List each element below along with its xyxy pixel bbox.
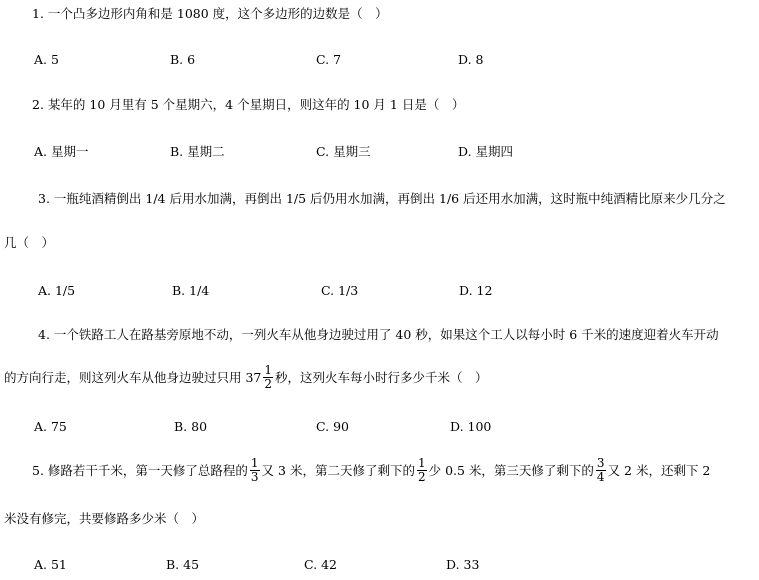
fraction-denominator: 2	[417, 470, 426, 484]
question-3-stem-line-1: 3. 一瓶纯酒精倒出 1/4 后用水加满，再倒出 1/5 后仍用水加满，再倒出 1/6 后还用水加满，这时瓶中纯酒精比原来少几分之	[38, 191, 726, 206]
question-5-option-c: C. 42	[304, 557, 337, 572]
question-5-option-b: B. 45	[166, 557, 200, 572]
question-5-stem-part-4: 又 2 米，还剩下 2	[607, 463, 711, 478]
fraction-numerator: 1	[417, 456, 426, 470]
question-1-option-d: D. 8	[458, 52, 484, 67]
question-5-fraction-3	[596, 457, 606, 484]
question-4-option-b: B. 80	[174, 419, 208, 434]
question-2-stem: 2. 某年的 10 月里有 5 个星期六，4 个星期日，则这年的 10 月 1 日是（ ）	[32, 97, 465, 112]
question-5-fraction-2	[417, 457, 427, 484]
question-5-option-d: D. 33	[446, 557, 480, 572]
question-2-option-c: C. 星期三	[316, 144, 371, 159]
question-4-option-a: A. 75	[34, 419, 67, 434]
question-2-option-d: D. 星期四	[458, 144, 514, 159]
question-5-fraction-1	[250, 457, 260, 484]
question-4-option-c: C. 90	[316, 419, 349, 434]
question-4-stem-line-1: 4. 一个铁路工人在路基旁原地不动，一列火车从他身边驶过用了 40 秒，如果这个工人以每小时 6 千米的速度迎着火车开动	[38, 327, 719, 342]
fraction-numerator: 1	[250, 456, 259, 470]
question-4-stem-text-before: 的方向行走，则这列火车从他身边驶过只用 37	[4, 370, 262, 385]
question-4-fraction	[263, 364, 273, 391]
question-5-stem-line-1	[32, 457, 710, 485]
fraction-numerator: 1	[264, 363, 273, 377]
question-1-option-a: A. 5	[34, 52, 59, 67]
question-5-stem-part-2: 又 3 米，第二天修了剩下的	[261, 463, 415, 478]
question-5-option-a: A. 51	[34, 557, 67, 572]
fraction-numerator: 3	[596, 456, 605, 470]
question-1-option-c: C. 7	[316, 52, 342, 67]
question-3-option-d: D. 12	[459, 283, 493, 298]
question-2-option-a: A. 星期一	[34, 144, 89, 159]
question-5-stem-part-1: 5. 修路若干千米，第一天修了总路程的	[32, 463, 248, 478]
question-5-stem-part-3: 少 0.5 米，第三天修了剩下的	[428, 463, 594, 478]
fraction-denominator: 4	[596, 470, 605, 484]
question-3-option-c: C. 1/3	[321, 283, 359, 298]
question-4-stem-text-after: 秒，这列火车每小时行多少千米（ ）	[275, 370, 488, 385]
fraction-denominator: 3	[250, 470, 259, 484]
question-5-stem-line-2: 米没有修完，共要修路多少米（ ）	[4, 511, 205, 526]
question-3-option-b: B. 1/4	[172, 283, 210, 298]
fraction-denominator: 2	[264, 377, 273, 391]
question-3-option-a: A. 1/5	[38, 283, 76, 298]
question-4-option-d: D. 100	[450, 419, 492, 434]
question-3-stem-line-2: 几（ ）	[4, 235, 55, 250]
question-1-option-b: B. 6	[170, 52, 196, 67]
question-1-stem: 1. 一个凸多边形内角和是 1080 度，这个多边形的边数是（ ）	[32, 6, 388, 21]
question-4-stem-line-2	[4, 364, 488, 392]
question-2-option-b: B. 星期二	[170, 144, 225, 159]
